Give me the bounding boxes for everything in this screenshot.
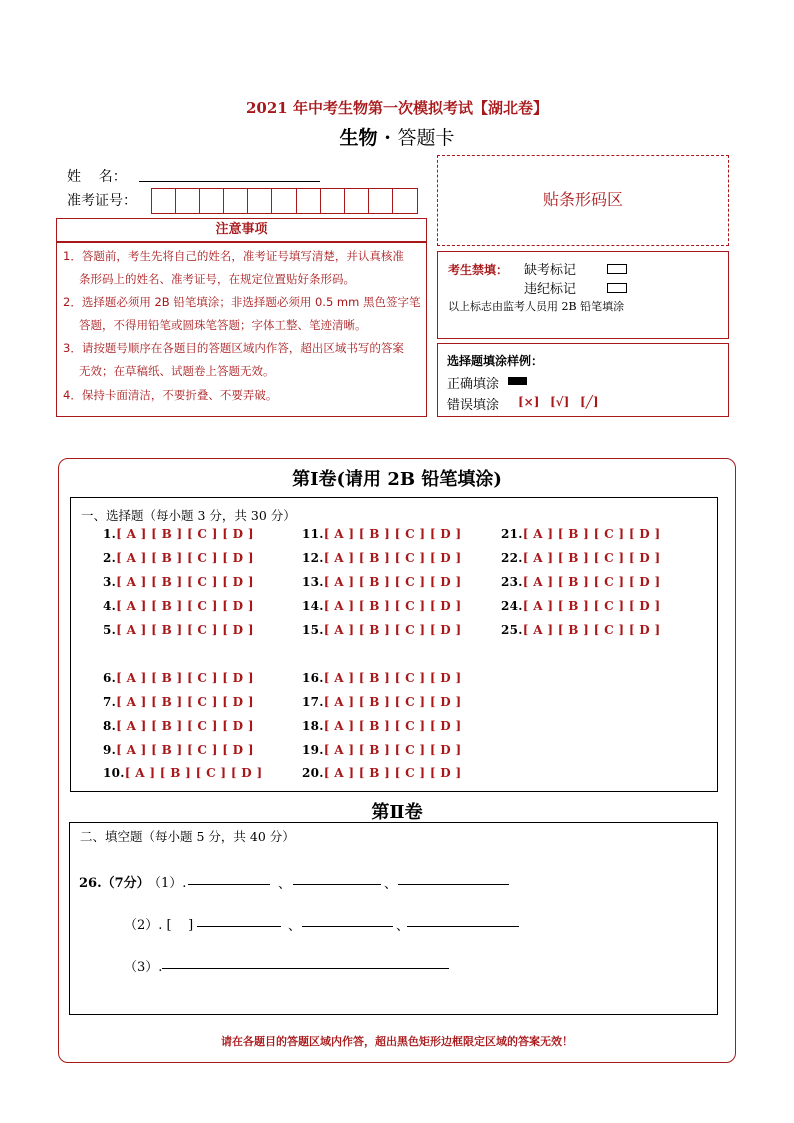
question-number: 2. <box>103 551 117 565</box>
answer-options[interactable]: [ A ] [ B ] [ C ] [ D ] <box>116 575 254 589</box>
name-field[interactable] <box>139 181 320 182</box>
exam-id-cell[interactable] <box>393 189 417 213</box>
exam-id-cell[interactable] <box>272 189 296 213</box>
forbidden-label: 考生禁填： <box>448 263 509 277</box>
notice-item-2a: 2．选择题必须用 2B 铅笔填涂；非选择题必须用 0.5 mm 黑色签字笔 <box>63 295 421 309</box>
notice-item-3a: 3．请按题号顺序在各题目的答题区域内作答，超出区域书写的答案 <box>63 341 404 355</box>
answer-options[interactable]: [ A ] [ B ] [ C ] [ D ] <box>323 719 462 733</box>
question-number: 11. <box>302 527 324 541</box>
answer-options[interactable]: [ A ] [ B ] [ C ] [ D ] <box>116 623 254 637</box>
answer-options[interactable]: [ A ] [ B ] [ C ] [ D ] <box>323 527 462 541</box>
exam-id-cell[interactable] <box>224 189 248 213</box>
question-number: 14. <box>302 599 324 613</box>
q26-1-blank-c[interactable] <box>398 884 509 885</box>
choice-question[interactable] <box>302 695 461 709</box>
choice-question[interactable] <box>302 599 461 613</box>
notice-item-4: 4．保持卡面清洁，不要折叠、不要弄破。 <box>63 388 278 402</box>
q26-1-sep-a: 、 <box>278 877 292 892</box>
choice-question[interactable] <box>501 551 660 565</box>
notice-heading: 注意事项 <box>56 218 427 242</box>
q26-part1-label: （1）. <box>148 876 187 891</box>
forbidden-box <box>437 251 729 339</box>
choice-section-title: 一、选择题（每小题 3 分，共 30 分） <box>81 508 296 523</box>
wrong-fill-label: 错误填涂 <box>447 398 500 413</box>
q26-3-blank[interactable] <box>162 968 449 969</box>
question-number: 13. <box>302 575 324 589</box>
choice-question[interactable] <box>302 575 461 589</box>
choice-question[interactable] <box>501 623 660 637</box>
notice-item-3b: 无效；在草稿纸、试题卷上答题无效。 <box>79 364 275 378</box>
q26-2-blank-a[interactable] <box>197 926 281 927</box>
exam-id-boxes[interactable] <box>151 188 418 214</box>
exam-id-cell[interactable] <box>176 189 200 213</box>
question-number: 15. <box>302 623 324 637</box>
q26-part2-label: （2）. [ ] <box>124 918 194 933</box>
question-number: 7. <box>103 695 117 709</box>
exam-id-cell[interactable] <box>152 189 176 213</box>
answer-options[interactable]: [ A ] [ B ] [ C ] [ D ] <box>116 551 254 565</box>
choice-question[interactable] <box>103 599 254 613</box>
q26-1-sep-b: 、 <box>384 877 398 892</box>
answer-options[interactable]: [ A ] [ B ] [ C ] [ D ] <box>522 623 661 637</box>
q26-1-blank-a[interactable] <box>188 884 270 885</box>
exam-id-cell[interactable] <box>248 189 272 213</box>
question-number: 22. <box>501 551 523 565</box>
choice-question[interactable] <box>501 599 660 613</box>
question-number: 8. <box>103 719 117 733</box>
answer-options[interactable]: [ A ] [ B ] [ C ] [ D ] <box>522 575 661 589</box>
choice-question[interactable] <box>103 671 254 685</box>
answer-options[interactable]: [ A ] [ B ] [ C ] [ D ] <box>116 743 254 757</box>
question-number: 21. <box>501 527 523 541</box>
fill-sample-box <box>437 343 729 417</box>
answer-options[interactable]: [ A ] [ B ] [ C ] [ D ] <box>323 551 462 565</box>
subtitle-card: 答题卡 <box>397 127 455 149</box>
answer-options[interactable]: [ A ] [ B ] [ C ] [ D ] <box>116 527 254 541</box>
question-number: 24. <box>501 599 523 613</box>
barcode-label: 贴条形码区 <box>542 190 623 209</box>
question-number: 16. <box>302 671 324 685</box>
answer-options[interactable]: [ A ] [ B ] [ C ] [ D ] <box>323 623 462 637</box>
choice-question[interactable] <box>302 766 461 780</box>
choice-question[interactable] <box>501 527 660 541</box>
choice-question[interactable] <box>302 719 461 733</box>
part1-title: 第Ⅰ卷(请用 2B 铅笔填涂) <box>292 469 502 490</box>
answer-options[interactable]: [ A ] [ B ] [ C ] [ D ] <box>323 575 462 589</box>
answer-options[interactable]: [ A ] [ B ] [ C ] [ D ] <box>323 766 462 780</box>
exam-id-cell[interactable] <box>321 189 345 213</box>
absent-label: 缺考标记 <box>524 263 577 278</box>
q26-1-blank-b[interactable] <box>293 884 381 885</box>
choice-question[interactable] <box>103 623 254 637</box>
q26-number: 26.（7分） <box>79 876 150 891</box>
question-number: 19. <box>302 743 324 757</box>
choice-question[interactable] <box>302 623 461 637</box>
exam-title: 2021 年中考生物第一次模拟考试【湖北卷】 <box>246 99 548 117</box>
answer-options[interactable]: [ A ] [ B ] [ C ] [ D ] <box>116 671 254 685</box>
exam-id-cell[interactable] <box>200 189 224 213</box>
exam-id-cell[interactable] <box>369 189 393 213</box>
answer-options[interactable]: [ A ] [ B ] [ C ] [ D ] <box>522 527 661 541</box>
q26-2-blank-c[interactable] <box>407 926 519 927</box>
id-label: 准考证号： <box>67 193 137 209</box>
wrong-mark-x: [×] <box>518 395 540 409</box>
question-number: 4. <box>103 599 117 613</box>
choice-question[interactable] <box>103 695 254 709</box>
question-number: 12. <box>302 551 324 565</box>
q26-2-sep-a: 、 <box>288 919 302 934</box>
notice-item-1b: 条形码上的姓名、准考证号，在规定位置贴好条形码。 <box>79 272 355 286</box>
answer-options[interactable]: [ A ] [ B ] [ C ] [ D ] <box>522 551 661 565</box>
choice-question[interactable] <box>302 527 461 541</box>
answer-options[interactable]: [ A ] [ B ] [ C ] [ D ] <box>323 671 462 685</box>
answer-options[interactable]: [ A ] [ B ] [ C ] [ D ] <box>124 766 263 780</box>
exam-id-cell[interactable] <box>297 189 321 213</box>
choice-question[interactable] <box>302 551 461 565</box>
choice-question[interactable] <box>103 551 254 565</box>
violation-mark-box[interactable] <box>607 283 627 293</box>
subtitle-dot: · <box>384 127 391 149</box>
choice-question[interactable] <box>103 719 254 733</box>
choice-question[interactable] <box>103 575 254 589</box>
q26-2-blank-b[interactable] <box>302 926 393 927</box>
barcode-area <box>437 155 729 246</box>
question-number: 10. <box>103 766 125 780</box>
violation-label: 违纪标记 <box>524 282 577 297</box>
question-number: 17. <box>302 695 324 709</box>
exam-id-cell[interactable] <box>345 189 369 213</box>
wrong-mark-slash: [╱] <box>580 395 599 409</box>
q26-2-sep-b: 、 <box>396 919 410 934</box>
card-subtitle <box>0 123 794 150</box>
question-number: 9. <box>103 743 117 757</box>
choice-question[interactable] <box>302 671 461 685</box>
question-number: 25. <box>501 623 523 637</box>
question-number: 1. <box>103 527 117 541</box>
notice-item-2b: 答题，不得用铅笔或圆珠笔答题；字体工整、笔迹清晰。 <box>79 318 367 332</box>
absent-mark-box[interactable] <box>607 264 627 274</box>
question-number: 20. <box>302 766 324 780</box>
answer-options[interactable]: [ A ] [ B ] [ C ] [ D ] <box>323 743 462 757</box>
notice-item-1a: 1．答题前，考生先将自己的姓名，准考证号填写清楚，并认真核准 <box>63 249 404 263</box>
forbidden-note: 以上标志由监考人员用 2B 铅笔填涂 <box>448 300 625 313</box>
choice-question[interactable] <box>103 527 254 541</box>
wrong-mark-check: [√] <box>550 395 570 409</box>
part2-title: 第Ⅱ卷 <box>371 802 423 823</box>
subtitle-subject: 生物 <box>339 127 378 149</box>
question-number: 6. <box>103 671 117 685</box>
question-number: 5. <box>103 623 117 637</box>
footer-warning: 请在各题目的答题区域内作答，超出黑色矩形边框限定区域的答案无效！ <box>221 1035 573 1048</box>
q26-part3-label: （3）. <box>124 960 163 975</box>
answer-options[interactable]: [ A ] [ B ] [ C ] [ D ] <box>116 599 254 613</box>
answer-options[interactable]: [ A ] [ B ] [ C ] [ D ] <box>323 695 462 709</box>
answer-options[interactable]: [ A ] [ B ] [ C ] [ D ] <box>522 599 661 613</box>
notice-box <box>56 242 427 417</box>
correct-fill-mark <box>508 377 527 385</box>
correct-fill-label: 正确填涂 <box>447 377 500 392</box>
answer-options[interactable]: [ A ] [ B ] [ C ] [ D ] <box>116 719 254 733</box>
fill-section-title: 二、填空题（每小题 5 分，共 40 分） <box>80 829 295 844</box>
choice-question[interactable] <box>103 743 254 757</box>
question-number: 3. <box>103 575 117 589</box>
fill-sample-title: 选择题填涂样例： <box>447 354 544 368</box>
choice-question[interactable] <box>501 575 660 589</box>
name-label: 姓 名： <box>67 169 127 185</box>
question-number: 23. <box>501 575 523 589</box>
answer-options[interactable]: [ A ] [ B ] [ C ] [ D ] <box>323 599 462 613</box>
question-number: 18. <box>302 719 324 733</box>
choice-question[interactable] <box>103 766 262 780</box>
answer-options[interactable]: [ A ] [ B ] [ C ] [ D ] <box>116 695 254 709</box>
choice-question[interactable] <box>302 743 461 757</box>
